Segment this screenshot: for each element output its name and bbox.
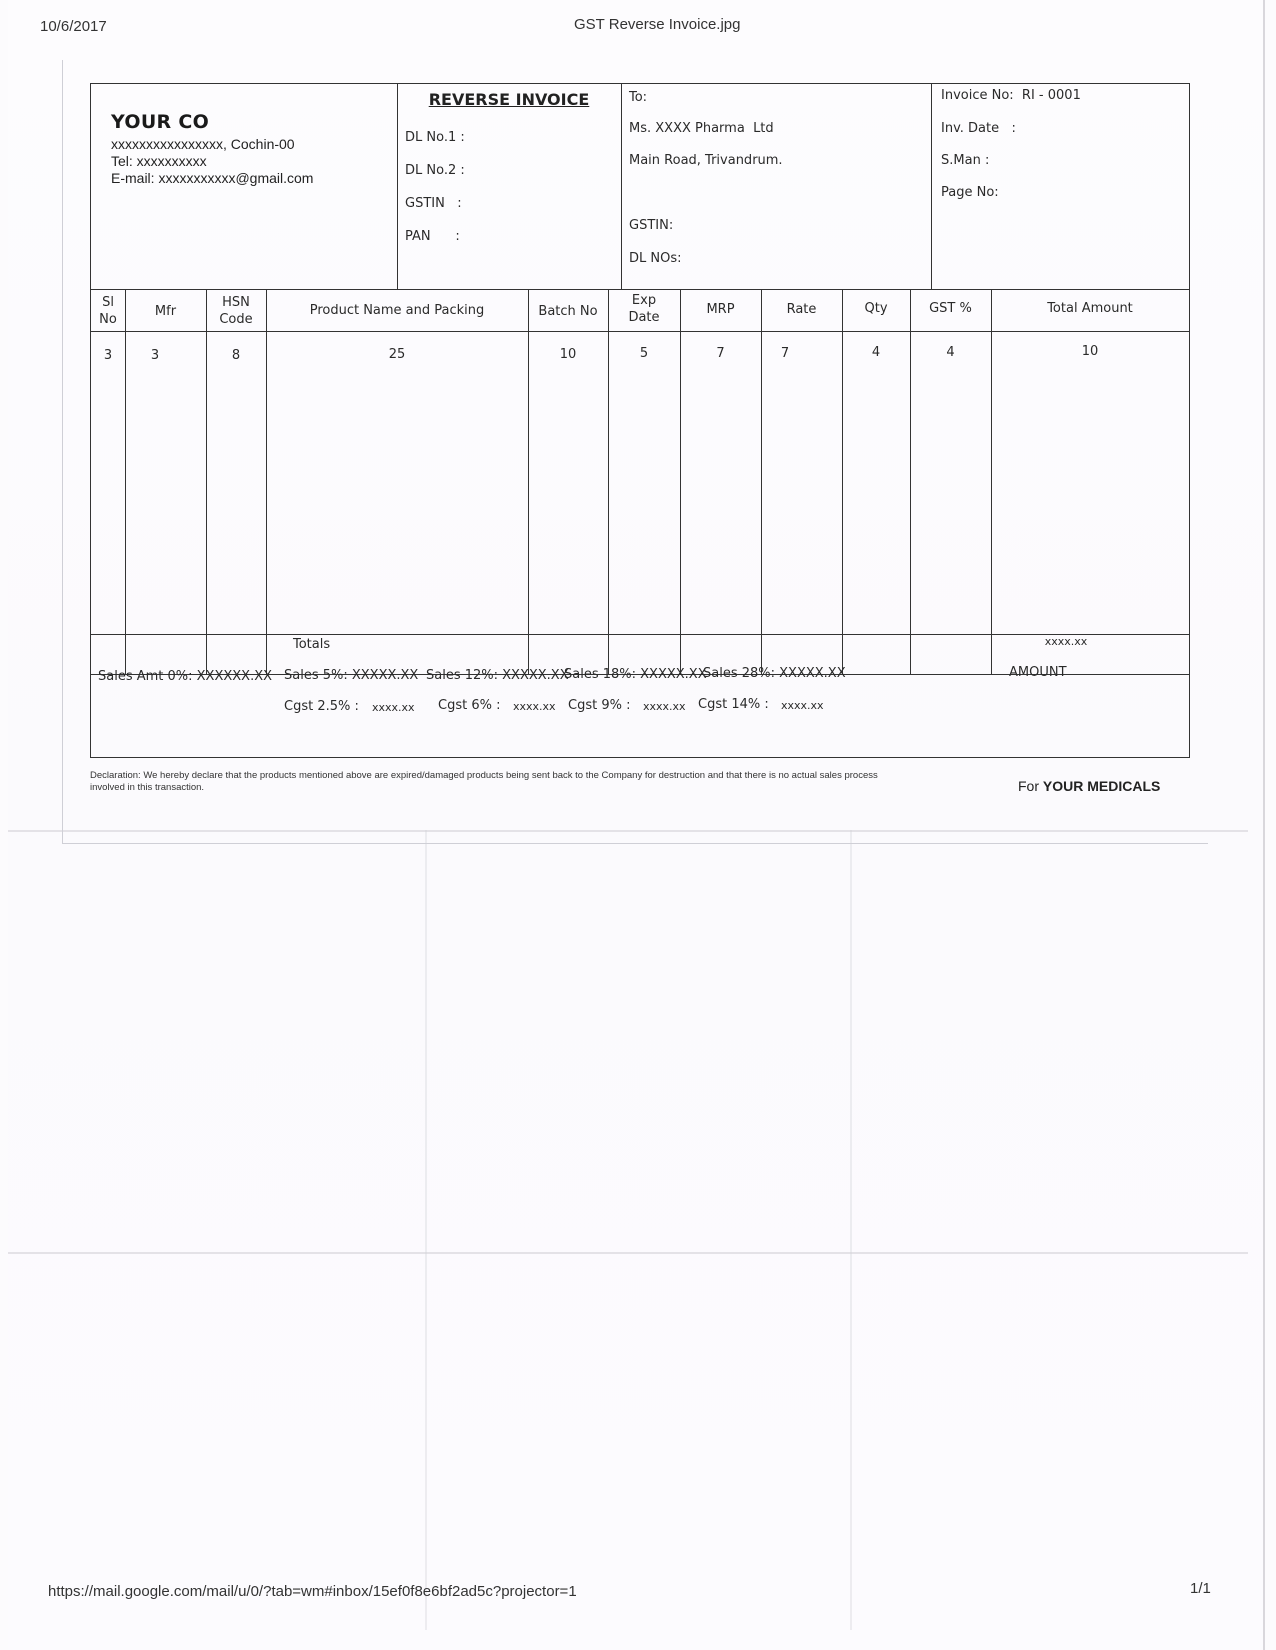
invoice-number: Invoice No: RI - 0001	[941, 88, 1081, 103]
cgst-9-value: xxxx.xx	[643, 700, 686, 713]
cell-hsn-code: 8	[231, 348, 241, 363]
paper-fold	[850, 830, 852, 1630]
cgst-6-value: xxxx.xx	[513, 700, 556, 713]
page-number-label: Page No:	[941, 185, 999, 200]
company-tel: Tel: xxxxxxxxxx	[111, 153, 207, 169]
print-date: 10/6/2017	[40, 18, 107, 35]
cgst-2-5-value: xxxx.xx	[372, 701, 415, 714]
cell-mrp: 7	[716, 346, 725, 361]
divider	[91, 289, 1189, 290]
cgst-2-5-label: Cgst 2.5% :	[284, 699, 359, 714]
gstin-label: GSTIN :	[405, 196, 462, 211]
sales-12: Sales 12%: XXXXX.XX	[426, 668, 569, 683]
cgst-9-label: Cgst 9% :	[568, 698, 631, 713]
cgst-6-label: Cgst 6% :	[438, 698, 501, 713]
divider	[621, 84, 622, 289]
sales-5: Sales 5%: XXXXX.XX	[284, 668, 419, 683]
cell-sl-no: 3	[103, 348, 113, 363]
cell-mfr: 3	[150, 348, 160, 363]
cell-total-amount: 10	[1081, 344, 1099, 359]
header-row-divider	[91, 331, 1189, 332]
cell-batch-no: 10	[559, 347, 577, 362]
cell-gst-percent: 4	[946, 345, 955, 360]
print-file-title: GST Reverse Invoice.jpg	[574, 16, 741, 33]
col-header-rate: Rate	[786, 302, 817, 317]
divider	[931, 84, 932, 289]
paper-fold	[8, 1252, 1248, 1254]
cgst-14-value: xxxx.xx	[781, 699, 824, 712]
recipient-address: Main Road, Trivandrum.	[629, 153, 783, 168]
cell-qty: 4	[871, 345, 881, 360]
declaration-line-1: Declaration: We hereby declare that the products mentioned above are expired/damaged products being sent back to the Company for destruction and that there is no actual sales process	[90, 770, 878, 781]
for-company-signature: For YOUR MEDICALS	[1018, 778, 1161, 794]
col-header-product: Product Name and Packing	[309, 303, 485, 318]
recipient-gstin-label: GSTIN:	[629, 218, 674, 233]
column-divider	[125, 289, 126, 674]
company-name: YOUR CO	[111, 111, 210, 133]
sales-28: Sales 28%: XXXXX.XX	[703, 666, 846, 681]
declaration	[90, 770, 890, 794]
col-header-exp-date: Exp Date	[628, 293, 660, 325]
print-url: https://mail.google.com/mail/u/0/?tab=wm#inbox/15ef0f8e6bf2ad5c?projector=1	[48, 1583, 577, 1600]
to-label: To:	[629, 90, 648, 105]
cell-rate: 7	[780, 346, 790, 361]
dl-no1-label: DL No.1 :	[405, 130, 465, 145]
divider	[397, 84, 398, 289]
for-company-name: YOUR MEDICALS	[1042, 778, 1161, 794]
declaration-line-2: involved in this transaction.	[90, 782, 205, 793]
totals-label: Totals	[293, 637, 331, 652]
cgst-14-label: Cgst 14% :	[698, 697, 769, 712]
dl-no2-label: DL No.2 :	[405, 163, 465, 178]
col-header-hsn-code: HSN Code	[219, 295, 253, 327]
col-header-qty: Qty	[864, 301, 888, 316]
recipient-name: Ms. XXXX Pharma Ltd	[629, 121, 774, 136]
col-header-total-amount: Total Amount	[1047, 301, 1133, 316]
invoice-sheet	[90, 83, 1190, 758]
pan-label: PAN :	[405, 229, 460, 244]
col-header-sl-no: Sl No	[99, 295, 117, 327]
paper-fold	[425, 830, 427, 1630]
amount-label: AMOUNT	[1009, 665, 1067, 680]
cell-exp-date: 5	[639, 346, 649, 361]
recipient-dl-nos-label: DL NOs:	[629, 251, 682, 266]
col-header-mfr: Mfr	[154, 304, 177, 319]
col-header-batch-no: Batch No	[538, 304, 598, 319]
col-header-mrp: MRP	[706, 302, 735, 317]
col-header-gst-percent: GST %	[929, 301, 972, 316]
company-email: E-mail: xxxxxxxxxxx@gmail.com	[111, 170, 314, 186]
salesman-label: S.Man :	[941, 153, 990, 168]
cell-product: 25	[388, 347, 406, 362]
invoice-date-label: Inv. Date :	[941, 121, 1016, 136]
invoice-title: REVERSE INVOICE	[428, 90, 590, 109]
sales-18: Sales 18%: XXXXX.XX	[564, 667, 707, 682]
sales-amt-0: Sales Amt 0%: XXXXXX.XX	[98, 669, 273, 684]
totals-amount: xxxx.xx	[1044, 635, 1088, 648]
column-divider	[206, 289, 207, 674]
company-address: xxxxxxxxxxxxxxxx, Cochin-00	[111, 136, 295, 152]
print-page-number: 1/1	[1190, 1580, 1211, 1597]
